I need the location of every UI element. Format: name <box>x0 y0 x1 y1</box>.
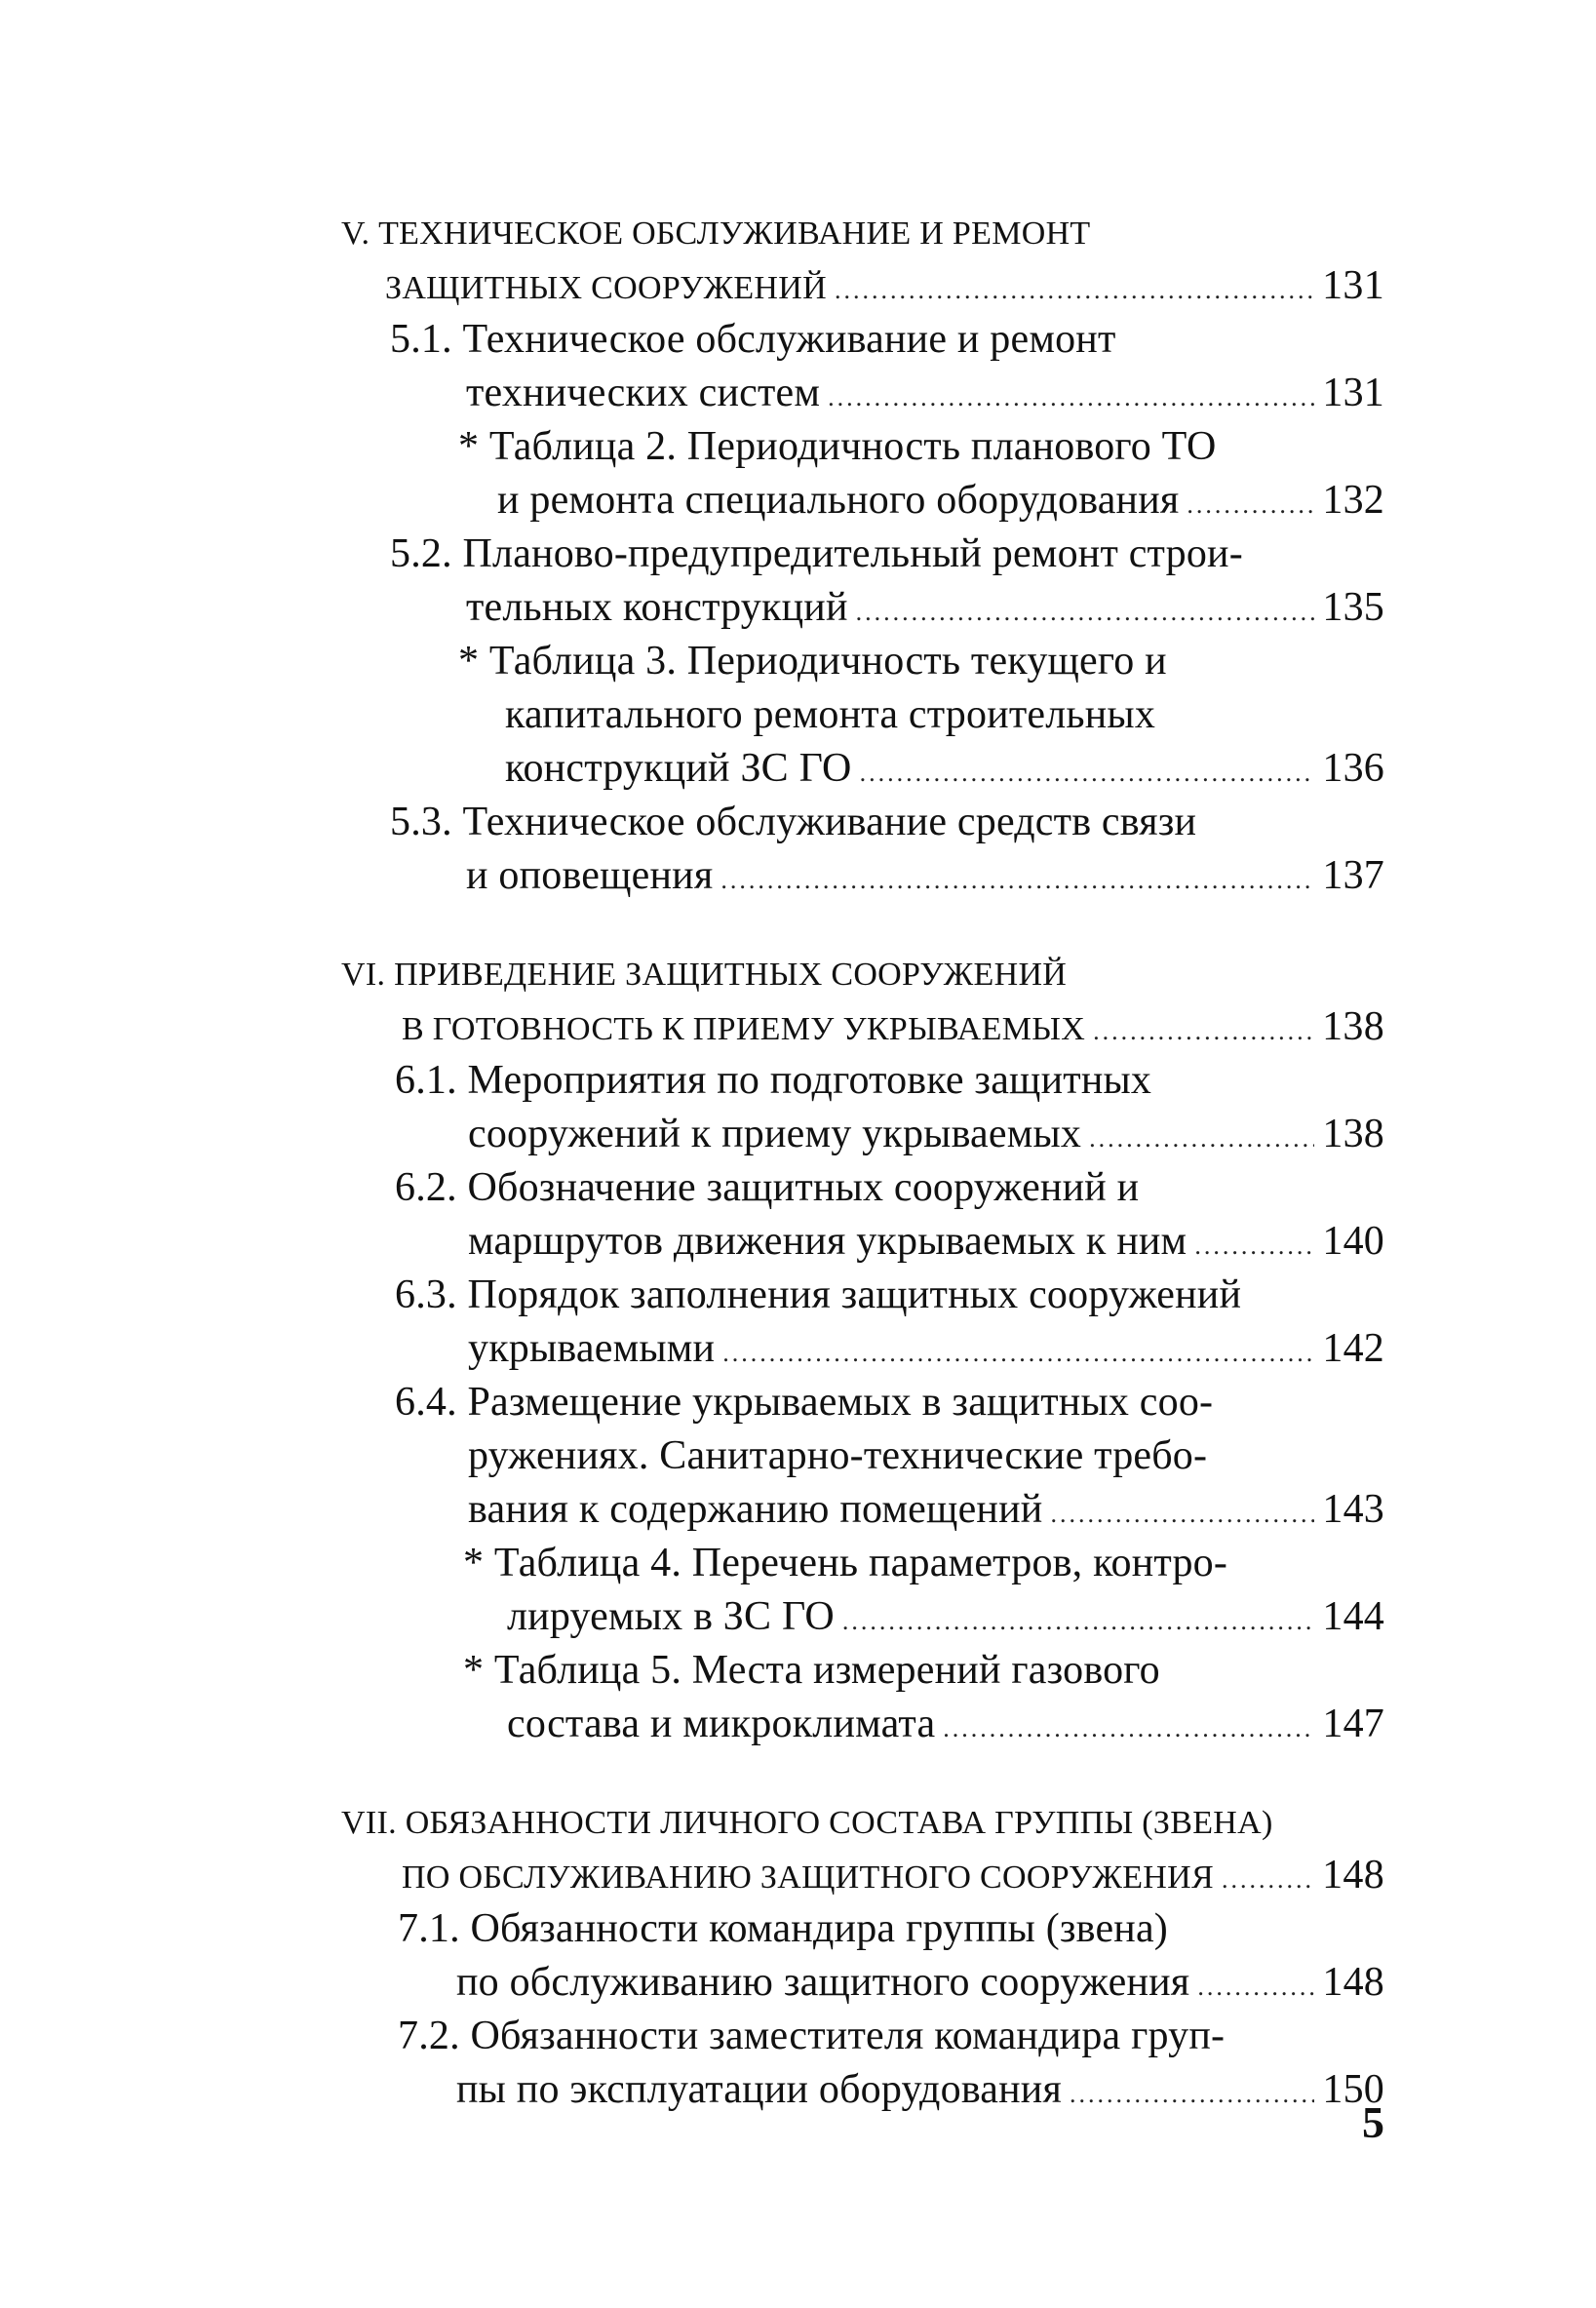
toc-entry-title: тельных конструкций <box>466 585 848 630</box>
toc-entry-title: 6.3. Порядок заполнения защитных сооружений <box>395 1272 1242 1317</box>
toc-page-number: 131 <box>1322 263 1384 308</box>
toc-page-number: 143 <box>1322 1487 1384 1532</box>
toc-entry-title: 7.2. Обязанности заместителя командира груп- <box>398 2014 1226 2058</box>
toc-entry-title: * Таблица 4. Перечень параметров, контро- <box>463 1541 1228 1585</box>
toc-line <box>468 1480 1384 1539</box>
toc-page-number: 142 <box>1322 1326 1384 1371</box>
toc-entry-title: 5.3. Техническое обслуживание средств связи <box>390 800 1197 844</box>
toc-entry-title: 5.2. Планово-предупредительный ремонт строи- <box>390 531 1243 576</box>
toc-entry-title: пы по эксплуатации оборудования <box>456 2067 1063 2112</box>
toc-page-number: 132 <box>1322 478 1384 523</box>
toc-entry-title: лируемых в ЗС ГО <box>507 1594 835 1639</box>
toc-line <box>463 1641 1160 1700</box>
toc-line <box>507 1695 1384 1753</box>
toc-line <box>507 1587 1384 1646</box>
toc-line <box>456 2060 1384 2119</box>
dot-leader <box>720 851 1314 910</box>
toc-entry-title: * Таблица 5. Места измерений газового <box>463 1648 1160 1693</box>
toc-line <box>395 1373 1213 1431</box>
dot-leader <box>1070 2065 1314 2124</box>
toc-line <box>395 1051 1151 1110</box>
toc-entry-title: VII. ОБЯЗАННОСТИ ЛИЧНОГО СОСТАВА ГРУППЫ (ЗВЕНА) <box>341 1805 1273 1841</box>
toc-line <box>341 205 1091 263</box>
toc-line <box>468 1212 1384 1271</box>
toc-line <box>466 578 1384 637</box>
toc-page-number: 147 <box>1322 1702 1384 1746</box>
toc-entry-title: 6.2. Обозначение защитных сооружений и <box>395 1165 1140 1210</box>
toc-entry-title: 6.1. Мероприятия по подготовке защитных <box>395 1058 1152 1103</box>
toc-line <box>395 1158 1139 1217</box>
toc-entry-title: сооружений к приему укрываемых <box>468 1112 1082 1156</box>
toc-line <box>466 364 1384 422</box>
toc-entry-title: * Таблица 3. Периодичность текущего и <box>458 639 1167 684</box>
toc-line <box>398 1899 1168 1958</box>
toc-entry-title: 7.1. Обязанности командира группы (звена) <box>398 1906 1168 1951</box>
toc-entry-title: состава и микроклимата <box>507 1702 936 1746</box>
toc-line <box>458 632 1167 690</box>
toc-page-number: 131 <box>1322 371 1384 415</box>
toc-entry-title: VI. ПРИВЕДЕНИЕ ЗАЩИТНЫХ СООРУЖЕНИЙ <box>341 957 1068 993</box>
toc-line <box>505 685 1155 744</box>
toc-page-number: 135 <box>1322 585 1384 630</box>
toc-line <box>402 998 1384 1056</box>
toc-line <box>468 1319 1384 1378</box>
toc-line <box>402 1846 1384 1904</box>
toc-line <box>341 946 1067 1004</box>
toc-line <box>468 1105 1384 1163</box>
toc-line <box>463 1534 1227 1592</box>
toc-line <box>390 310 1116 369</box>
toc-line <box>390 525 1243 583</box>
toc-line <box>458 417 1217 476</box>
toc-entry-title: 5.1. Техническое обслуживание и ремонт <box>390 317 1116 362</box>
toc-entry-title: V. ТЕХНИЧЕСКОЕ ОБСЛУЖИВАНИЕ И РЕМОНТ <box>341 215 1091 252</box>
toc-entry-title: укрываемыми <box>468 1326 716 1371</box>
toc-line <box>505 739 1384 798</box>
toc-entry-title: * Таблица 2. Периодичность планового ТО <box>458 424 1217 469</box>
toc-entry-title: 6.4. Размещение укрываемых в защитных соо- <box>395 1380 1214 1425</box>
toc-entry-title: маршрутов движения укрываемых к ним <box>468 1219 1187 1264</box>
toc-line <box>395 1266 1241 1324</box>
toc-page-number: 137 <box>1322 853 1384 898</box>
toc-entry-title: и оповещения <box>466 853 714 898</box>
toc-line <box>466 846 1384 905</box>
dot-leader <box>943 1700 1314 1758</box>
toc-entry-title: ружениях. Санитарно-технические требо- <box>468 1433 1208 1478</box>
toc-line <box>497 471 1384 529</box>
toc-entry-title: по обслуживанию защитного сооружения <box>456 1960 1190 2005</box>
toc-page-number: 148 <box>1322 1960 1384 2005</box>
toc-page-number: 150 <box>1322 2067 1384 2112</box>
toc-line <box>456 1953 1384 2012</box>
toc-entry-title: капитального ремонта строительных <box>505 692 1156 737</box>
page-number: 5 <box>1362 2097 1384 2147</box>
toc-entry-title: В ГОТОВНОСТЬ К ПРИЕМУ УКРЫВАЕМЫХ <box>402 1011 1086 1047</box>
dot-leader <box>1222 1851 1314 1909</box>
toc-page-number: 140 <box>1322 1219 1384 1264</box>
toc-line <box>385 256 1384 315</box>
toc-page-number: 144 <box>1322 1594 1384 1639</box>
toc-entry-title: ЗАЩИТНЫХ СООРУЖЕНИЙ <box>385 270 827 306</box>
toc-page-number: 148 <box>1322 1853 1384 1897</box>
toc-entry-title: ПО ОБСЛУЖИВАНИЮ ЗАЩИТНОГО СООРУЖЕНИЯ <box>402 1859 1214 1896</box>
toc-entry-title: конструкций ЗС ГО <box>505 746 852 791</box>
toc-page-number: 138 <box>1322 1004 1384 1049</box>
toc-page-number: 138 <box>1322 1112 1384 1156</box>
toc-line <box>468 1427 1207 1485</box>
toc-line <box>390 793 1196 851</box>
toc-entry-title: технических систем <box>466 371 821 415</box>
toc-line <box>398 2007 1225 2065</box>
toc-line <box>341 1794 1273 1853</box>
toc-page-number: 136 <box>1322 746 1384 791</box>
toc-entry-title: вания к содержанию помещений <box>468 1487 1043 1532</box>
toc-entry-title: и ремонта специального оборудования <box>497 478 1180 523</box>
